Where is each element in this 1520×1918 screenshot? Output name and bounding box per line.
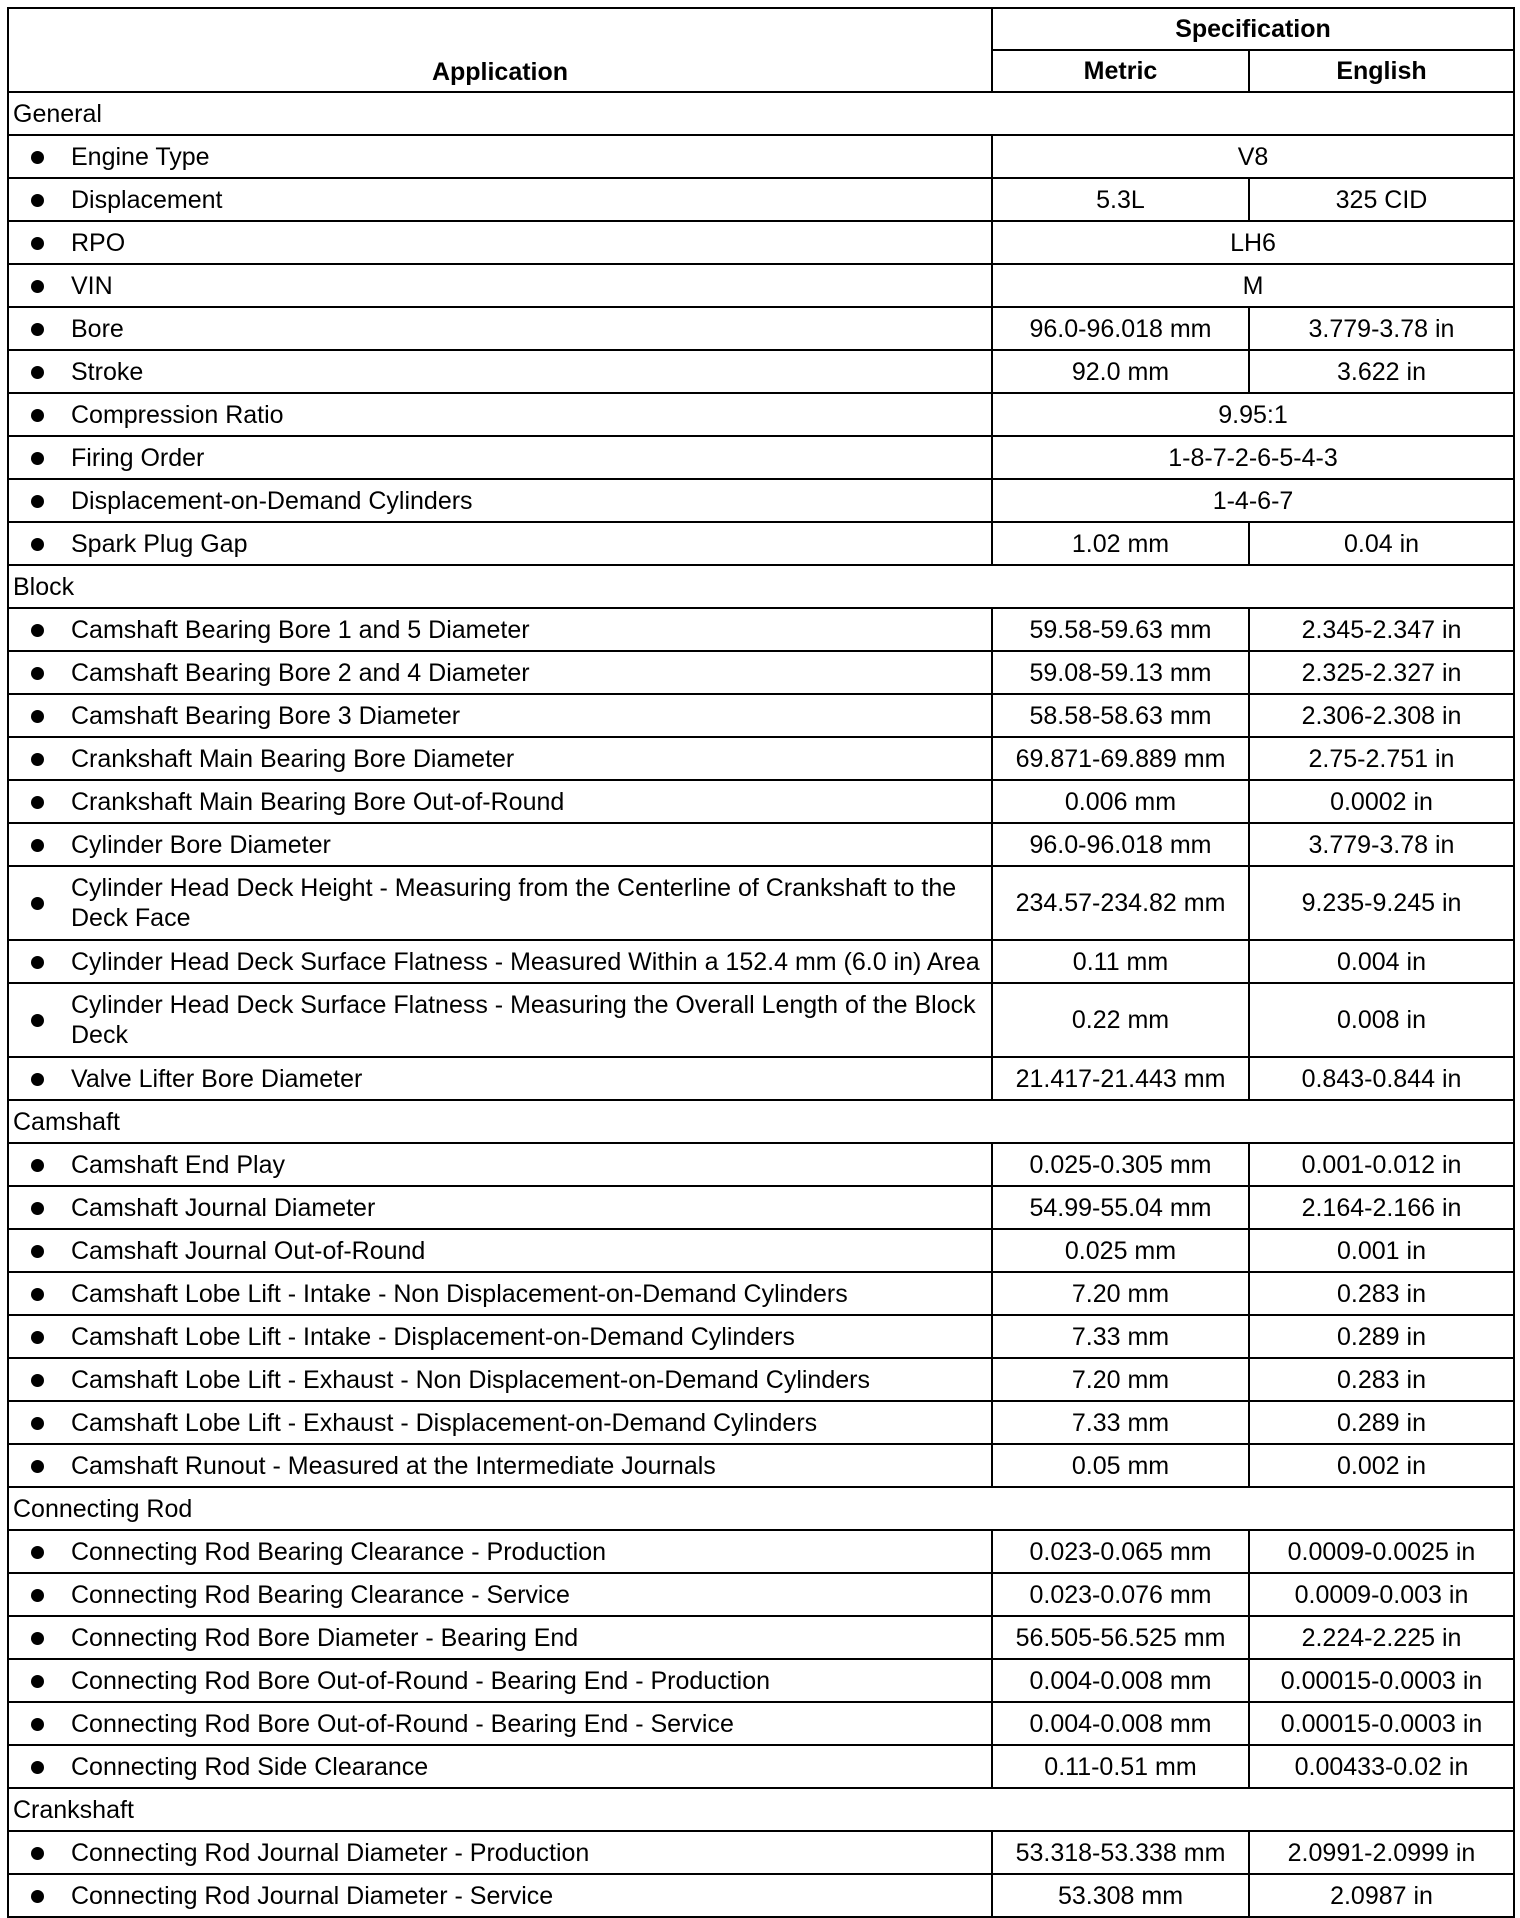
metric-value: 96.0-96.018 mm <box>992 823 1249 866</box>
bullet-icon <box>31 495 44 508</box>
table-row <box>8 221 1514 264</box>
english-value: 2.75-2.751 in <box>1249 737 1514 780</box>
specification-header: Specification <box>992 8 1514 50</box>
bullet-icon <box>31 1718 44 1731</box>
application-label: Cylinder Bore Diameter <box>71 830 331 859</box>
table-row <box>8 1659 1514 1702</box>
spec-value-combined: M <box>992 264 1514 307</box>
metric-value: 56.505-56.525 mm <box>992 1616 1249 1659</box>
bullet-icon <box>31 280 44 293</box>
table-row <box>8 1573 1514 1616</box>
section-row <box>8 1100 1514 1143</box>
bullet-icon <box>31 753 44 766</box>
table-row <box>8 1057 1514 1100</box>
bullet-icon <box>31 1159 44 1172</box>
bullet-icon <box>31 151 44 164</box>
english-value: 0.00015-0.0003 in <box>1249 1702 1514 1745</box>
application-label: Valve Lifter Bore Diameter <box>71 1064 363 1093</box>
application-cell <box>8 221 992 264</box>
spec-table <box>7 7 1515 1918</box>
english-value: 325 CID <box>1249 178 1514 221</box>
application-cell <box>8 866 992 940</box>
application-label: Camshaft Lobe Lift - Exhaust - Displacement-on-Demand Cylinders <box>71 1408 818 1437</box>
application-cell <box>8 694 992 737</box>
application-cell <box>8 940 992 983</box>
bullet-icon <box>31 1073 44 1086</box>
english-value: 0.289 in <box>1249 1315 1514 1358</box>
table-row <box>8 436 1514 479</box>
table-row <box>8 1315 1514 1358</box>
application-cell <box>8 1057 992 1100</box>
english-value: 0.008 in <box>1249 983 1514 1057</box>
table-row <box>8 694 1514 737</box>
section-row <box>8 1788 1514 1831</box>
metric-value: 0.025 mm <box>992 1229 1249 1272</box>
application-label: Camshaft Lobe Lift - Intake - Displacement-on-Demand Cylinders <box>71 1322 795 1351</box>
application-cell <box>8 522 992 565</box>
application-label: Displacement-on-Demand Cylinders <box>71 486 473 515</box>
spec-value-combined: LH6 <box>992 221 1514 264</box>
section-row <box>8 565 1514 608</box>
application-label: Camshaft End Play <box>71 1150 285 1179</box>
english-value: 9.235-9.245 in <box>1249 866 1514 940</box>
application-label: Camshaft Lobe Lift - Intake - Non Displacement-on-Demand Cylinders <box>71 1279 848 1308</box>
application-cell <box>8 307 992 350</box>
application-cell <box>8 178 992 221</box>
application-label: Compression Ratio <box>71 400 284 429</box>
bullet-icon <box>31 1460 44 1473</box>
table-row <box>8 1143 1514 1186</box>
table-row <box>8 780 1514 823</box>
application-label: VIN <box>71 271 113 300</box>
bullet-icon <box>31 1014 44 1027</box>
english-value: 2.0991-2.0999 in <box>1249 1831 1514 1874</box>
application-cell <box>8 1745 992 1788</box>
english-value: 0.002 in <box>1249 1444 1514 1487</box>
english-value: 0.00015-0.0003 in <box>1249 1659 1514 1702</box>
bullet-icon <box>31 1847 44 1860</box>
application-label: Connecting Rod Journal Diameter - Service <box>71 1881 554 1910</box>
table-row <box>8 1745 1514 1788</box>
application-cell <box>8 1573 992 1616</box>
bullet-icon <box>31 1632 44 1645</box>
section-title: Block <box>8 565 1514 608</box>
header-row-top <box>8 8 1514 50</box>
metric-value: 7.20 mm <box>992 1358 1249 1401</box>
metric-value: 92.0 mm <box>992 350 1249 393</box>
bullet-icon <box>31 1331 44 1344</box>
bullet-icon <box>31 409 44 422</box>
table-row <box>8 737 1514 780</box>
application-label: Connecting Rod Bearing Clearance - Service <box>71 1580 570 1609</box>
table-row <box>8 1229 1514 1272</box>
application-cell <box>8 264 992 307</box>
spec-table-body <box>8 92 1514 1917</box>
metric-value: 0.023-0.076 mm <box>992 1573 1249 1616</box>
table-row <box>8 1186 1514 1229</box>
table-row <box>8 1831 1514 1874</box>
english-header: English <box>1249 50 1514 92</box>
english-value: 0.283 in <box>1249 1358 1514 1401</box>
application-cell <box>8 608 992 651</box>
metric-value: 0.11 mm <box>992 940 1249 983</box>
application-label: Connecting Rod Side Clearance <box>71 1752 429 1781</box>
application-label: Camshaft Journal Out-of-Round <box>71 1236 426 1265</box>
metric-value: 1.02 mm <box>992 522 1249 565</box>
application-cell <box>8 823 992 866</box>
table-row <box>8 940 1514 983</box>
english-value: 3.622 in <box>1249 350 1514 393</box>
application-label: Firing Order <box>71 443 205 472</box>
section-title: Camshaft <box>8 1100 1514 1143</box>
application-label: Camshaft Runout - Measured at the Intermediate Journals <box>71 1451 716 1480</box>
bullet-icon <box>31 956 44 969</box>
application-cell <box>8 393 992 436</box>
metric-value: 69.871-69.889 mm <box>992 737 1249 780</box>
english-value: 2.224-2.225 in <box>1249 1616 1514 1659</box>
metric-value: 58.58-58.63 mm <box>992 694 1249 737</box>
application-cell <box>8 1874 992 1917</box>
section-row <box>8 92 1514 135</box>
english-value: 0.0009-0.0025 in <box>1249 1530 1514 1573</box>
table-row <box>8 823 1514 866</box>
metric-value: 96.0-96.018 mm <box>992 307 1249 350</box>
english-value: 0.001-0.012 in <box>1249 1143 1514 1186</box>
application-label: Cylinder Head Deck Surface Flatness - Measured Within a 152.4 mm (6.0 in) Area <box>71 947 980 976</box>
bullet-icon <box>31 1245 44 1258</box>
bullet-icon <box>31 796 44 809</box>
metric-value: 0.006 mm <box>992 780 1249 823</box>
metric-value: 5.3L <box>992 178 1249 221</box>
table-row <box>8 264 1514 307</box>
metric-value: 21.417-21.443 mm <box>992 1057 1249 1100</box>
application-label: RPO <box>71 228 126 257</box>
bullet-icon <box>31 624 44 637</box>
application-cell <box>8 1186 992 1229</box>
english-value: 3.779-3.78 in <box>1249 307 1514 350</box>
bullet-icon <box>31 194 44 207</box>
application-label: Stroke <box>71 357 144 386</box>
metric-value: 0.22 mm <box>992 983 1249 1057</box>
application-label: Engine Type <box>71 142 210 171</box>
table-row <box>8 1272 1514 1315</box>
bullet-icon <box>31 1417 44 1430</box>
table-row <box>8 1874 1514 1917</box>
application-cell <box>8 436 992 479</box>
application-label: Camshaft Lobe Lift - Exhaust - Non Displacement-on-Demand Cylinders <box>71 1365 870 1394</box>
application-cell <box>8 780 992 823</box>
bullet-icon <box>31 323 44 336</box>
application-label: Cylinder Head Deck Height - Measuring from the Centerline of Crankshaft to the Deck Face <box>71 874 957 932</box>
application-cell <box>8 1444 992 1487</box>
metric-value: 234.57-234.82 mm <box>992 866 1249 940</box>
metric-value: 0.025-0.305 mm <box>992 1143 1249 1186</box>
bullet-icon <box>31 237 44 250</box>
metric-value: 7.20 mm <box>992 1272 1249 1315</box>
english-value: 0.843-0.844 in <box>1249 1057 1514 1100</box>
metric-value: 54.99-55.04 mm <box>992 1186 1249 1229</box>
bullet-icon <box>31 1675 44 1688</box>
application-cell <box>8 1143 992 1186</box>
application-cell <box>8 1616 992 1659</box>
table-row <box>8 479 1514 522</box>
application-cell <box>8 1358 992 1401</box>
table-row <box>8 307 1514 350</box>
metric-value: 53.308 mm <box>992 1874 1249 1917</box>
english-value: 0.001 in <box>1249 1229 1514 1272</box>
spec-value-combined: 1-4-6-7 <box>992 479 1514 522</box>
english-value: 2.345-2.347 in <box>1249 608 1514 651</box>
bullet-icon <box>31 1761 44 1774</box>
metric-value: 0.004-0.008 mm <box>992 1702 1249 1745</box>
table-row <box>8 393 1514 436</box>
english-value: 0.0002 in <box>1249 780 1514 823</box>
application-cell <box>8 737 992 780</box>
application-cell <box>8 1401 992 1444</box>
table-row <box>8 178 1514 221</box>
application-header: Application <box>8 8 992 92</box>
application-cell <box>8 1229 992 1272</box>
table-row <box>8 651 1514 694</box>
bullet-icon <box>31 1589 44 1602</box>
table-row <box>8 135 1514 178</box>
table-row <box>8 608 1514 651</box>
spec-value-combined: 9.95:1 <box>992 393 1514 436</box>
metric-value: 7.33 mm <box>992 1401 1249 1444</box>
application-cell <box>8 1530 992 1573</box>
table-row <box>8 350 1514 393</box>
application-cell <box>8 1831 992 1874</box>
english-value: 0.283 in <box>1249 1272 1514 1315</box>
english-value: 0.289 in <box>1249 1401 1514 1444</box>
metric-value: 59.08-59.13 mm <box>992 651 1249 694</box>
metric-value: 0.05 mm <box>992 1444 1249 1487</box>
bullet-icon <box>31 1202 44 1215</box>
section-row <box>8 1487 1514 1530</box>
application-label: Camshaft Bearing Bore 1 and 5 Diameter <box>71 615 530 644</box>
table-row <box>8 1702 1514 1745</box>
english-value: 3.779-3.78 in <box>1249 823 1514 866</box>
application-cell <box>8 479 992 522</box>
application-label: Connecting Rod Bore Diameter - Bearing End <box>71 1623 579 1652</box>
metric-value: 0.11-0.51 mm <box>992 1745 1249 1788</box>
application-label: Camshaft Bearing Bore 2 and 4 Diameter <box>71 658 530 687</box>
application-cell <box>8 1659 992 1702</box>
application-label: Crankshaft Main Bearing Bore Diameter <box>71 744 515 773</box>
application-cell <box>8 1315 992 1358</box>
english-value: 0.04 in <box>1249 522 1514 565</box>
spec-value-combined: V8 <box>992 135 1514 178</box>
bullet-icon <box>31 366 44 379</box>
application-cell <box>8 983 992 1057</box>
bullet-icon <box>31 1374 44 1387</box>
english-value: 2.164-2.166 in <box>1249 1186 1514 1229</box>
english-value: 0.004 in <box>1249 940 1514 983</box>
table-row <box>8 1530 1514 1573</box>
bullet-icon <box>31 1546 44 1559</box>
application-label: Displacement <box>71 185 223 214</box>
application-label: Connecting Rod Bearing Clearance - Production <box>71 1537 607 1566</box>
table-row <box>8 522 1514 565</box>
metric-value: 7.33 mm <box>992 1315 1249 1358</box>
table-row <box>8 983 1514 1057</box>
english-value: 2.0987 in <box>1249 1874 1514 1917</box>
section-title: Connecting Rod <box>8 1487 1514 1530</box>
english-value: 2.325-2.327 in <box>1249 651 1514 694</box>
bullet-icon <box>31 897 44 910</box>
metric-header: Metric <box>992 50 1249 92</box>
spec-value-combined: 1-8-7-2-6-5-4-3 <box>992 436 1514 479</box>
application-label: Crankshaft Main Bearing Bore Out-of-Round <box>71 787 565 816</box>
application-cell <box>8 1272 992 1315</box>
bullet-icon <box>31 839 44 852</box>
english-value: 2.306-2.308 in <box>1249 694 1514 737</box>
english-value: 0.0009-0.003 in <box>1249 1573 1514 1616</box>
section-title: General <box>8 92 1514 135</box>
table-row <box>8 1358 1514 1401</box>
bullet-icon <box>31 538 44 551</box>
application-label: Bore <box>71 314 124 343</box>
application-label: Connecting Rod Bore Out-of-Round - Bearing End - Service <box>71 1709 734 1738</box>
metric-value: 0.023-0.065 mm <box>992 1530 1249 1573</box>
metric-value: 59.58-59.63 mm <box>992 608 1249 651</box>
metric-value: 0.004-0.008 mm <box>992 1659 1249 1702</box>
table-row <box>8 866 1514 940</box>
bullet-icon <box>31 452 44 465</box>
table-row <box>8 1444 1514 1487</box>
english-value: 0.00433-0.02 in <box>1249 1745 1514 1788</box>
application-cell <box>8 135 992 178</box>
table-row <box>8 1401 1514 1444</box>
bullet-icon <box>31 1288 44 1301</box>
application-cell <box>8 1702 992 1745</box>
section-title: Crankshaft <box>8 1788 1514 1831</box>
application-label: Connecting Rod Bore Out-of-Round - Bearing End - Production <box>71 1666 770 1695</box>
bullet-icon <box>31 710 44 723</box>
application-cell <box>8 651 992 694</box>
application-cell <box>8 350 992 393</box>
application-label: Spark Plug Gap <box>71 529 248 558</box>
bullet-icon <box>31 1890 44 1903</box>
bullet-icon <box>31 667 44 680</box>
application-label: Connecting Rod Journal Diameter - Production <box>71 1838 590 1867</box>
application-label: Camshaft Bearing Bore 3 Diameter <box>71 701 461 730</box>
table-row <box>8 1616 1514 1659</box>
metric-value: 53.318-53.338 mm <box>992 1831 1249 1874</box>
application-label: Cylinder Head Deck Surface Flatness - Measuring the Overall Length of the Block Deck <box>71 991 976 1049</box>
application-label: Camshaft Journal Diameter <box>71 1193 376 1222</box>
